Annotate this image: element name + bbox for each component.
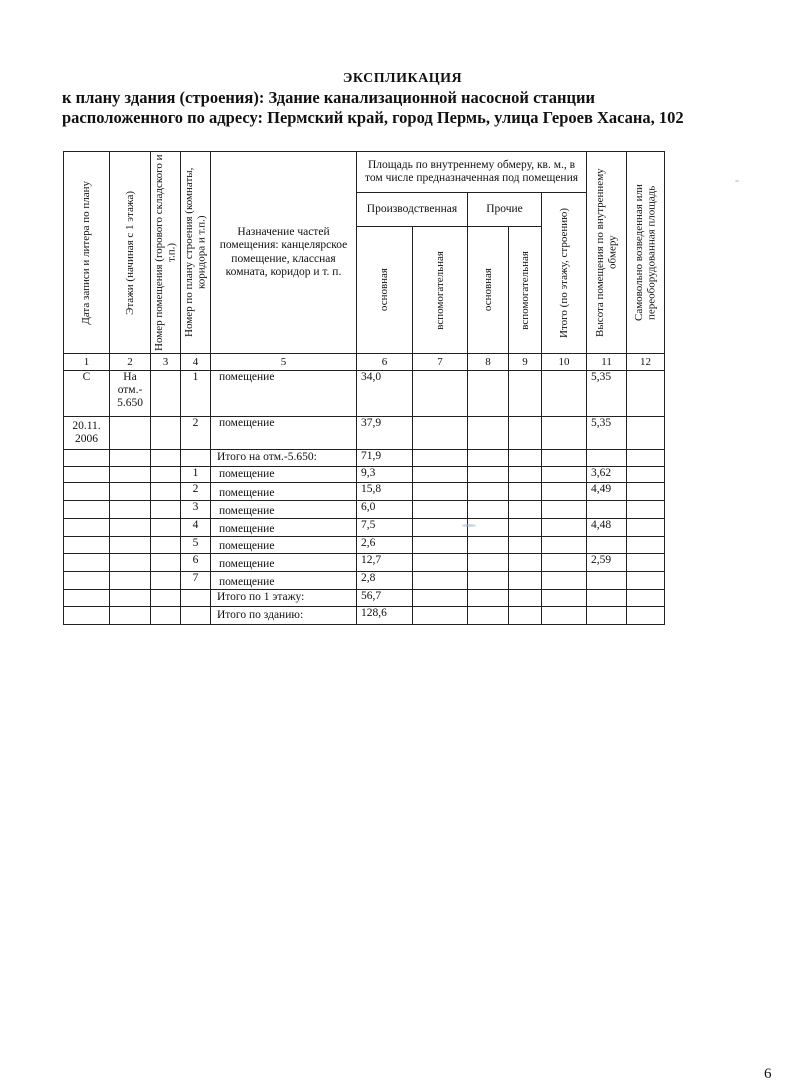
column-number: 7 bbox=[413, 354, 468, 371]
subtotal-row bbox=[64, 450, 665, 467]
cell-height: 2,59 bbox=[587, 554, 627, 572]
table-row bbox=[64, 467, 665, 483]
cell-purpose: помещение bbox=[211, 501, 357, 519]
table-row bbox=[64, 371, 665, 417]
header-production-main: основная bbox=[357, 227, 413, 354]
header-other-main: основная bbox=[468, 227, 509, 354]
cell-self-built bbox=[627, 371, 665, 417]
document-title: ЭКСПЛИКАЦИЯ bbox=[342, 71, 463, 86]
subtotal-value: 71,9 bbox=[357, 450, 413, 467]
document-subtitle-line1: к плану здания (строения): Здание канализационной насосной станции bbox=[62, 88, 595, 107]
table-row bbox=[64, 554, 665, 572]
cell-height: 5,35 bbox=[587, 417, 627, 450]
header-production: Производственная bbox=[357, 193, 468, 227]
column-number: 10 bbox=[542, 354, 587, 371]
page-number: 6 bbox=[764, 1066, 772, 1082]
cell-date: 20.11. 2006 bbox=[64, 417, 110, 450]
header-date-litera: Дата записи и литера по плану bbox=[64, 152, 110, 354]
column-number: 4 bbox=[181, 354, 211, 371]
header-production-auxiliary: вспомогательная bbox=[413, 227, 468, 354]
column-number: 11 bbox=[587, 354, 627, 371]
cell-plan-no: 7 bbox=[181, 572, 211, 590]
column-number: 2 bbox=[110, 354, 151, 371]
cell-plan-no: 2 bbox=[181, 417, 211, 450]
table-row bbox=[64, 417, 665, 450]
cell-date: С bbox=[64, 371, 110, 417]
cell-purpose: помещение bbox=[211, 554, 357, 572]
cell-purpose: помещение bbox=[211, 572, 357, 590]
cell-purpose: помещение bbox=[211, 519, 357, 537]
cell-other-main bbox=[468, 371, 509, 417]
cell-purpose: помещение bbox=[211, 467, 357, 483]
grand-total-label: Итого по зданию: bbox=[211, 607, 357, 625]
cell-room-no bbox=[151, 417, 181, 450]
cell-purpose: помещение bbox=[211, 417, 357, 450]
cell-area-main: 9,3 bbox=[357, 467, 413, 483]
cell-plan-no: 1 bbox=[181, 467, 211, 483]
cell-other-aux bbox=[509, 417, 542, 450]
explication-table bbox=[63, 151, 665, 625]
cell-total bbox=[542, 371, 587, 417]
header-other: Прочие bbox=[468, 193, 542, 227]
header-area-group: Площадь по внутреннему обмеру, кв. м., в том числе предназначенная под помещения bbox=[357, 152, 587, 193]
cell-area-main: 15,8 bbox=[357, 483, 413, 501]
cell-height: 4,49 bbox=[587, 483, 627, 501]
cell-plan-no: 3 bbox=[181, 501, 211, 519]
cell-room-no bbox=[151, 371, 181, 417]
cell-purpose: помещение bbox=[211, 537, 357, 554]
cell-area-aux bbox=[413, 371, 468, 417]
cell-floor bbox=[110, 417, 151, 450]
cell-height: 4,48 bbox=[587, 519, 627, 537]
header-height: Высота помещения по внутреннему обмеру bbox=[587, 152, 627, 354]
cell-other-aux bbox=[509, 371, 542, 417]
cell-area-aux bbox=[413, 417, 468, 450]
header-other-auxiliary: вспомогательная bbox=[509, 227, 542, 354]
cell-other-main bbox=[468, 417, 509, 450]
cell-plan-no: 6 bbox=[181, 554, 211, 572]
grand-total-value: 128,6 bbox=[357, 607, 413, 625]
cell-self-built bbox=[627, 417, 665, 450]
cell-plan-no: 4 bbox=[181, 519, 211, 537]
header-plan-no: Номер по плану строения (комнаты, коридора и т.п.) bbox=[181, 152, 211, 354]
cell-plan-no: 2 bbox=[181, 483, 211, 501]
header-floor: Этажи (начиная с 1 этажа) bbox=[110, 152, 151, 354]
column-number: 6 bbox=[357, 354, 413, 371]
cell-height bbox=[587, 501, 627, 519]
column-number: 12 bbox=[627, 354, 665, 371]
subtotal-label: Итого по 1 этажу: bbox=[211, 590, 357, 607]
header-self-built: Самовольно возведенная или переоборудованная площадь bbox=[627, 152, 665, 354]
scan-artifact bbox=[735, 180, 739, 182]
cell-total bbox=[542, 417, 587, 450]
cell-area-main: 12,7 bbox=[357, 554, 413, 572]
table-row bbox=[64, 501, 665, 519]
subtotal-value: 56,7 bbox=[357, 590, 413, 607]
column-number: 5 bbox=[211, 354, 357, 371]
cell-height: 5,35 bbox=[587, 371, 627, 417]
document-subtitle-line2: расположенного по адресу: Пермский край, город Пермь, улица Героев Хасана, 102 bbox=[62, 108, 684, 127]
table-row bbox=[64, 483, 665, 501]
subtotal-label: Итого на отм.-5.650: bbox=[211, 450, 357, 467]
cell-area-main: 7,5 bbox=[357, 519, 413, 537]
table-row bbox=[64, 537, 665, 554]
cell-height bbox=[587, 537, 627, 554]
grand-total-row bbox=[64, 607, 665, 625]
header-total-floor: Итого (по этажу, строению) bbox=[542, 193, 587, 354]
cell-area-main: 37,9 bbox=[357, 417, 413, 450]
column-number: 1 bbox=[64, 354, 110, 371]
cell-area-main: 2,6 bbox=[357, 537, 413, 554]
cell-plan-no: 1 bbox=[181, 371, 211, 417]
cell-height: 3,62 bbox=[587, 467, 627, 483]
column-number: 9 bbox=[509, 354, 542, 371]
header-room-no: Номер помещения (горового складского и т.п.) bbox=[151, 152, 181, 354]
cell-height bbox=[587, 572, 627, 590]
cell-plan-no: 5 bbox=[181, 537, 211, 554]
subtotal-row bbox=[64, 590, 665, 607]
column-number-row bbox=[64, 354, 665, 371]
scan-artifact bbox=[462, 524, 476, 527]
header-purpose: Назначение частей помещения: канцелярское помещение, классная комната, коридор и т. п. bbox=[211, 152, 357, 354]
cell-purpose: помещение bbox=[211, 483, 357, 501]
cell-floor: На отм.- 5.650 bbox=[110, 371, 151, 417]
table-row bbox=[64, 572, 665, 590]
column-number: 8 bbox=[468, 354, 509, 371]
cell-area-main: 2,8 bbox=[357, 572, 413, 590]
table-row bbox=[64, 519, 665, 537]
cell-area-main: 34,0 bbox=[357, 371, 413, 417]
cell-purpose: помещение bbox=[211, 371, 357, 417]
cell-area-main: 6,0 bbox=[357, 501, 413, 519]
column-number: 3 bbox=[151, 354, 181, 371]
